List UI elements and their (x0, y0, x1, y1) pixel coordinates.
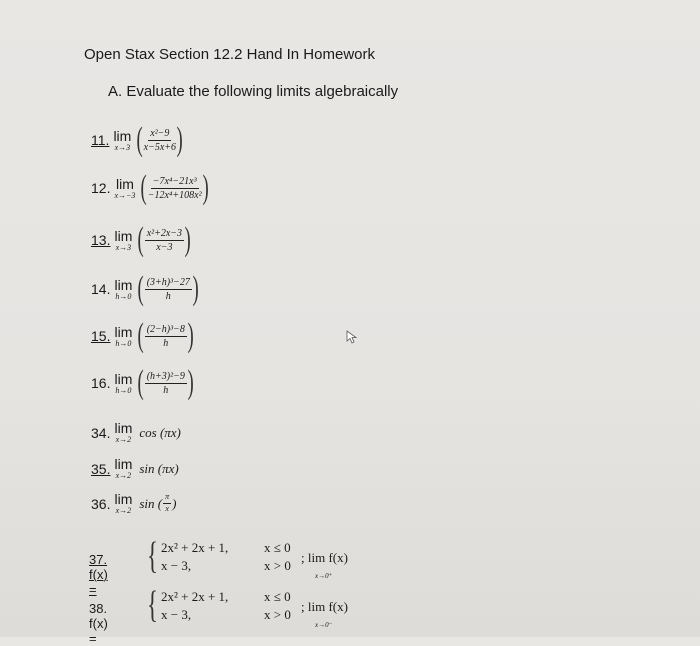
limit-operator (114, 372, 132, 395)
lim-subscript: x→3 (115, 242, 132, 252)
lim-word: lim (114, 276, 133, 293)
denominator: h (165, 290, 171, 302)
condition-1: x ≤ 0 (264, 589, 291, 604)
problem-12 (91, 171, 211, 205)
problem-number: 34. (91, 424, 111, 441)
right-paren: ) (187, 317, 194, 354)
lim-word: lim (116, 175, 134, 192)
right-paren: ) (202, 169, 209, 206)
numerator: −7x⁴−21x³ (152, 175, 197, 187)
lim-subscript: h→0 (115, 385, 132, 395)
piece-row-2: x − 3, (161, 607, 192, 622)
function-expression: sin (πx) (139, 460, 179, 476)
condition-2: x > 0 (264, 607, 291, 622)
numerator: (3+h)³−27 (146, 276, 190, 288)
left-brace: { (147, 584, 158, 626)
problem-13 (91, 223, 193, 257)
piecewise-label: 37. f(x) = (89, 552, 108, 597)
problem-number: 15. (91, 328, 111, 344)
lim-word: lim (114, 456, 133, 472)
fraction (148, 176, 202, 201)
numerator: (h+3)²−9 (146, 370, 185, 382)
function-suffix: ) (172, 495, 177, 511)
function-prefix: sin ( (139, 495, 163, 511)
numerator: (2−h)³−8 (146, 323, 185, 335)
problem-number: 16. (91, 375, 111, 391)
condition-2: x > 0 (264, 558, 291, 573)
denominator: x−5x+6 (143, 141, 177, 153)
limit-operator (114, 177, 135, 200)
function-expression: cos (πx) (139, 424, 181, 440)
tail-expression: ; lim f(x) (301, 550, 348, 565)
lim-word: lim (114, 491, 133, 507)
fraction (163, 493, 171, 514)
problem-36 (91, 492, 176, 515)
numerator: x²+2x−3 (146, 227, 183, 239)
lim-subscript: x→−3 (114, 190, 136, 200)
problem-number: 13. (91, 232, 111, 248)
right-paren: ) (187, 364, 194, 401)
lim-subscript: h→0 (115, 338, 132, 348)
limit-operator (114, 492, 132, 515)
lim-word: lim (113, 127, 132, 144)
problem-number: 11. (91, 132, 110, 148)
problem-number: 12. (91, 180, 111, 196)
tail-subscript: x→0⁺ (315, 572, 333, 580)
limit-operator (114, 278, 132, 301)
left-paren: ( (137, 317, 145, 354)
problem-16 (91, 366, 196, 400)
problem-number: 14. (91, 281, 111, 297)
problem-number: 36. (91, 495, 111, 512)
problem-15 (91, 319, 196, 353)
pointer-cursor-icon (345, 330, 359, 344)
condition-1: x ≤ 0 (264, 540, 291, 555)
numerator: x²−9 (150, 127, 170, 139)
problem-number: 35. (91, 460, 111, 477)
limit-operator (114, 421, 132, 444)
right-paren: ) (184, 221, 191, 258)
fraction (145, 228, 184, 253)
denominator: h (163, 384, 169, 396)
fraction (145, 277, 192, 302)
numerator: π (163, 493, 171, 504)
tail-expression: ; lim f(x) (301, 599, 348, 614)
denominator: −12x⁴+108x² (147, 189, 202, 201)
page-title: Open Stax Section 12.2 Hand In Homework (84, 46, 375, 63)
denominator: x (165, 504, 169, 513)
left-brace: { (147, 535, 158, 577)
piece-row-1: 2x² + 2x + 1, (161, 540, 229, 555)
left-paren: ( (140, 169, 148, 206)
lim-word: lim (114, 323, 133, 340)
denominator: x−3 (156, 241, 173, 253)
lim-word: lim (114, 227, 133, 244)
piece-row-2: x − 3, (161, 558, 192, 573)
left-paren: ( (137, 221, 145, 258)
piecewise-label: 38. f(x) = (89, 601, 108, 646)
lim-subscript: x→2 (115, 435, 132, 444)
problem-11 (91, 123, 185, 157)
fraction (145, 371, 187, 396)
fraction (145, 324, 187, 349)
lim-word: lim (114, 370, 133, 387)
limit-operator (114, 325, 132, 348)
function-expression (139, 493, 176, 514)
left-paren: ( (136, 121, 144, 158)
problem-14 (91, 272, 201, 306)
lim-word: lim (114, 420, 133, 436)
lim-subscript: x→2 (115, 471, 132, 480)
left-paren: ( (137, 364, 145, 401)
tail-subscript: x→0⁻ (315, 621, 333, 629)
section-heading: A. Evaluate the following limits algebraically (108, 83, 399, 100)
lim-subscript: x→2 (115, 506, 132, 515)
lim-subscript: h→0 (115, 291, 132, 301)
limit-tail (301, 599, 348, 631)
right-paren: ) (176, 121, 183, 158)
limit-operator (114, 229, 132, 252)
left-paren: ( (137, 270, 145, 307)
problem-34 (91, 421, 181, 444)
limit-tail (301, 550, 348, 582)
piece-row-1: 2x² + 2x + 1, (161, 589, 229, 604)
denominator: h (163, 337, 169, 349)
fraction (144, 128, 176, 153)
right-paren: ) (192, 270, 199, 307)
lim-subscript: x→3 (114, 142, 131, 152)
problem-35 (91, 457, 179, 480)
limit-operator (113, 129, 131, 152)
limit-operator (114, 457, 132, 480)
